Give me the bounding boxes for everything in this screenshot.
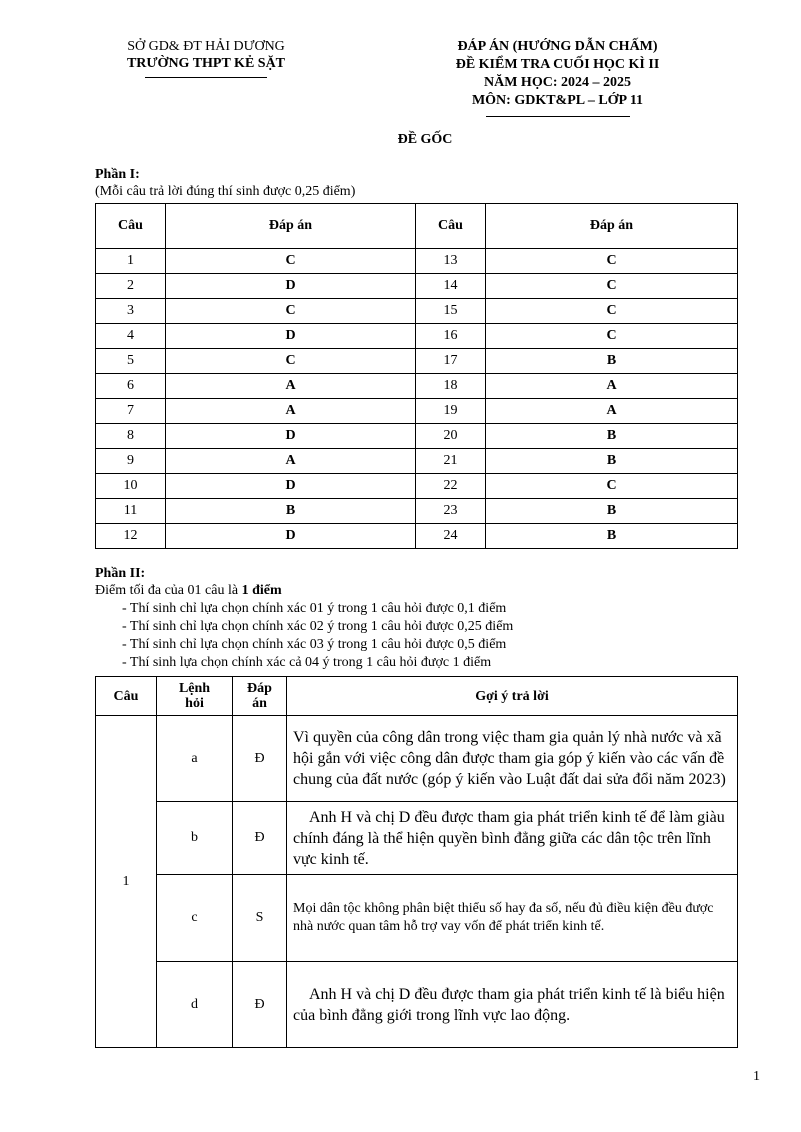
item-answer: Đ bbox=[233, 716, 287, 802]
table-row bbox=[96, 524, 738, 549]
part2-title: Phần II: bbox=[95, 566, 146, 581]
answer-cell: C bbox=[486, 474, 738, 499]
answer-key-title: ĐÁP ÁN (HƯỚNG DẪN CHẤM) bbox=[457, 39, 658, 54]
page-number: 1 bbox=[753, 1069, 760, 1084]
answer-cell: C bbox=[486, 249, 738, 274]
scoring-rule: - Thí sinh lựa chọn chính xác cả 04 ý trong 1 câu hỏi được 1 điểm bbox=[122, 655, 492, 670]
table-header-row bbox=[96, 677, 738, 716]
question-number-cell: 15 bbox=[416, 299, 486, 324]
question-number-cell: 14 bbox=[416, 274, 486, 299]
question-number-cell: 2 bbox=[96, 274, 166, 299]
question-number-cell: 11 bbox=[96, 499, 166, 524]
item-hint: Anh H và chị D đều được tham gia phát triển kinh tế để làm giàu chính đáng là thể hiện quyền bình đẳng giữa các dân tộc trên lĩnh vực kinh tế. bbox=[287, 802, 738, 875]
answer-cell: C bbox=[486, 274, 738, 299]
exam-name: ĐỀ KIỂM TRA CUỐI HỌC KÌ II bbox=[455, 57, 660, 72]
subject: MÔN: GDKT&PL – LỚP 11 bbox=[471, 93, 644, 108]
answer-cell: D bbox=[166, 324, 416, 349]
question-number-cell: 22 bbox=[416, 474, 486, 499]
item-label: c bbox=[157, 875, 233, 962]
answer-cell: B bbox=[486, 449, 738, 474]
table-row bbox=[96, 802, 738, 875]
item-answer: S bbox=[233, 875, 287, 962]
school-header bbox=[96, 38, 316, 78]
scoring-rule: - Thí sinh chỉ lựa chọn chính xác 01 ý trong 1 câu hỏi được 0,1 điểm bbox=[122, 601, 507, 616]
part1-title: Phần I: bbox=[95, 167, 140, 182]
column-header-cau: Câu bbox=[96, 677, 157, 716]
document-title: ĐỀ GỐC bbox=[397, 132, 453, 147]
answer-cell: D bbox=[166, 424, 416, 449]
school-year: NĂM HỌC: 2024 – 2025 bbox=[484, 75, 631, 90]
table-row bbox=[96, 274, 738, 299]
department-name: SỞ GD& ĐT HẢI DƯƠNG bbox=[127, 39, 285, 54]
question-number-cell: 6 bbox=[96, 374, 166, 399]
question-number-cell: 17 bbox=[416, 349, 486, 374]
item-label: a bbox=[157, 716, 233, 802]
table-row bbox=[96, 424, 738, 449]
question-number-cell: 5 bbox=[96, 349, 166, 374]
question-number-cell: 18 bbox=[416, 374, 486, 399]
question-number-cell: 4 bbox=[96, 324, 166, 349]
question-number-cell: 12 bbox=[96, 524, 166, 549]
question-number-cell: 7 bbox=[96, 399, 166, 424]
part1-answer-table bbox=[95, 203, 738, 549]
table-row bbox=[96, 716, 738, 802]
table-row bbox=[96, 324, 738, 349]
answer-cell: B bbox=[486, 524, 738, 549]
answer-cell: A bbox=[486, 374, 738, 399]
table-row bbox=[96, 249, 738, 274]
question-number-cell: 23 bbox=[416, 499, 486, 524]
question-number-cell: 19 bbox=[416, 399, 486, 424]
question-number-cell: 1 bbox=[96, 249, 166, 274]
table-row bbox=[96, 299, 738, 324]
question-number-cell: 24 bbox=[416, 524, 486, 549]
item-hint: Vì quyền của công dân trong việc tham gia quản lý nhà nước và xã hội gắn với việc công dân được tham gia góp ý kiến vào các vấn đề chung của đất nước (góp ý kiến vào Luật đất dai sửa đổi năm 2023) bbox=[287, 716, 738, 802]
max-score-prefix: Điểm tối đa của 01 câu là bbox=[95, 583, 242, 598]
answer-cell: C bbox=[166, 349, 416, 374]
answer-cell: D bbox=[166, 474, 416, 499]
answer-cell: C bbox=[166, 249, 416, 274]
table-row bbox=[96, 962, 738, 1048]
answer-cell: B bbox=[486, 424, 738, 449]
table-row bbox=[96, 399, 738, 424]
answer-cell: B bbox=[486, 349, 738, 374]
answer-cell: D bbox=[166, 274, 416, 299]
scoring-rule: - Thí sinh chỉ lựa chọn chính xác 03 ý trong 1 câu hỏi được 0,5 điểm bbox=[122, 637, 507, 652]
header-right-rule bbox=[486, 116, 630, 117]
question-number-cell: 13 bbox=[416, 249, 486, 274]
item-label: b bbox=[157, 802, 233, 875]
answer-cell: C bbox=[486, 324, 738, 349]
answer-cell: C bbox=[166, 299, 416, 324]
column-header-dap-an: Đáp án bbox=[233, 677, 287, 716]
answer-cell: B bbox=[166, 499, 416, 524]
column-header-goi-y: Gợi ý trả lời bbox=[287, 677, 738, 716]
question-number-cell: 8 bbox=[96, 424, 166, 449]
table-row bbox=[96, 499, 738, 524]
question-number-cell: 10 bbox=[96, 474, 166, 499]
table-row bbox=[96, 875, 738, 962]
question-number-cell: 16 bbox=[416, 324, 486, 349]
table-row bbox=[96, 349, 738, 374]
answer-cell: A bbox=[166, 374, 416, 399]
question-number-cell: 3 bbox=[96, 299, 166, 324]
answer-cell: B bbox=[486, 499, 738, 524]
question-number-cell: 20 bbox=[416, 424, 486, 449]
answer-cell: C bbox=[486, 299, 738, 324]
answer-cell: D bbox=[166, 524, 416, 549]
item-answer: Đ bbox=[233, 962, 287, 1048]
table-header-row bbox=[96, 204, 738, 249]
column-header: Câu bbox=[96, 204, 166, 249]
item-label: d bbox=[157, 962, 233, 1048]
column-header: Đáp án bbox=[486, 204, 738, 249]
column-header-lenh-hoi: Lệnh hỏi bbox=[157, 677, 233, 716]
answer-cell: A bbox=[166, 449, 416, 474]
part1-note: (Mỗi câu trả lời đúng thí sinh được 0,25 điểm) bbox=[95, 184, 356, 199]
answer-cell: A bbox=[486, 399, 738, 424]
scoring-rule: - Thí sinh chỉ lựa chọn chính xác 02 ý trong 1 câu hỏi được 0,25 điểm bbox=[122, 619, 514, 634]
school-name: TRƯỜNG THPT KẺ SẶT bbox=[126, 56, 286, 71]
exam-header bbox=[420, 38, 695, 117]
question-number-cell: 9 bbox=[96, 449, 166, 474]
item-answer: Đ bbox=[233, 802, 287, 875]
part2-max-score bbox=[95, 583, 282, 599]
answer-cell: A bbox=[166, 399, 416, 424]
part2-answer-table bbox=[95, 676, 738, 1048]
table-row bbox=[96, 449, 738, 474]
column-header: Câu bbox=[416, 204, 486, 249]
question-number: 1 bbox=[96, 716, 157, 1048]
header-left-rule bbox=[145, 77, 267, 78]
table-row bbox=[96, 374, 738, 399]
item-hint: Anh H và chị D đều được tham gia phát triển kinh tế là biểu hiện của bình đẳng giới trong lĩnh vực lao động. bbox=[287, 962, 738, 1048]
item-hint: Mọi dân tộc không phân biệt thiểu số hay đa số, nếu đủ điều kiện đều được nhà nước quan tâm hỗ trợ vay vốn để phát triển kinh tế. bbox=[287, 875, 738, 962]
column-header: Đáp án bbox=[166, 204, 416, 249]
max-score-value: 1 điểm bbox=[241, 583, 282, 598]
table-row bbox=[96, 474, 738, 499]
question-number-cell: 21 bbox=[416, 449, 486, 474]
